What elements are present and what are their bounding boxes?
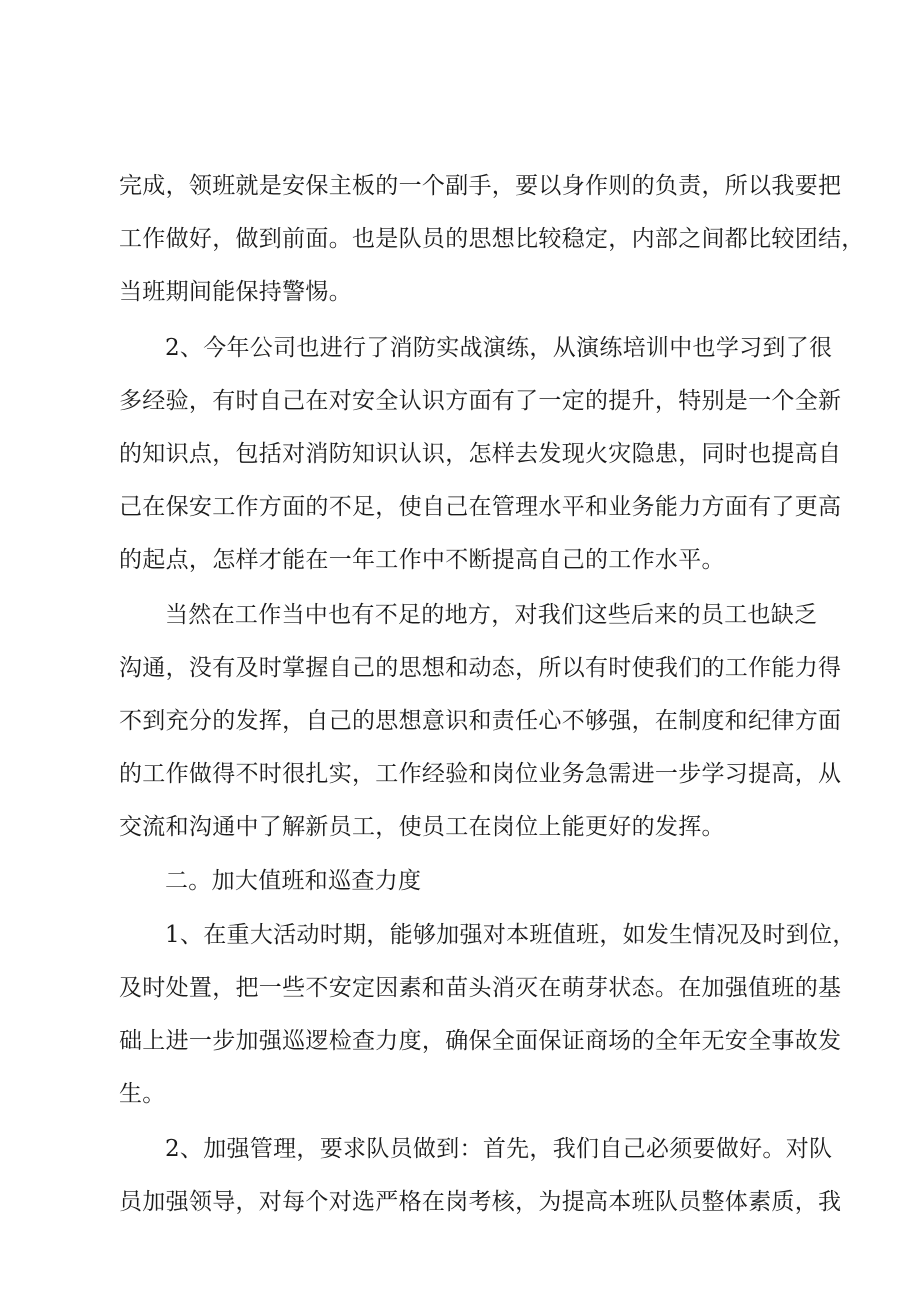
text-line: 完成，领班就是安保主板的一个副手，要以身作则的负责，所以我要把	[119, 173, 842, 199]
text-line: 沟通，没有及时掌握自己的思想和动态，所以有时使我们的工作能力得	[119, 655, 842, 681]
text-line: 础上进一步加强巡逻检查力度，确保全面保证商场的全年无安全事故发	[119, 1028, 842, 1054]
text-line: 不到充分的发挥，自己的思想意识和责任心不够强，在制度和纪律方面	[119, 708, 842, 734]
text-line: 当班期间能保持警惕。	[119, 279, 352, 305]
paragraph-first-line: 当然在工作当中也有不足的地方，对我们这些后来的员工也缺乏	[165, 602, 818, 628]
text-line: 交流和沟通中了解新员工，使员工在岗位上能更好的发挥。	[119, 814, 725, 840]
text-line: 员加强领导，对每个对选严格在岗考核，为提高本班队员整体素质，我	[119, 1189, 842, 1215]
text-line: 的起点，怎样才能在一年工作中不断提高自己的工作水平。	[119, 547, 725, 573]
text-line: 己在保安工作方面的不足，使自己在管理水平和业务能力方面有了更高	[119, 494, 842, 520]
text-line: 多经验，有时自己在对安全认识方面有了一定的提升，特别是一个全新	[119, 388, 842, 414]
section-heading: 二。加大值班和巡查力度	[165, 868, 422, 894]
text-line: 及时处置，把一些不安定因素和苗头消灭在萌芽状态。在加强值班的基	[119, 975, 842, 1001]
text-line: 工作做好，做到前面。也是队员的思想比较稳定，内部之间都比较团结，	[119, 226, 865, 252]
paragraph-first-line: 2、加强管理，要求队员做到：首先，我们自己必须要做好。对队	[165, 1136, 833, 1162]
paragraph-first-line: 2、今年公司也进行了消防实战演练，从演练培训中也学习到了很	[165, 335, 833, 361]
text-line: 的工作做得不时很扎实，工作经验和岗位业务急需进一步学习提高，从	[119, 761, 842, 787]
paragraph-first-line: 1、在重大活动时期，能够加强对本班值班，如发生情况及时到位，	[165, 922, 856, 948]
text-line: 的知识点，包括对消防知识认识，怎样去发现火灾隐患，同时也提高自	[119, 441, 842, 467]
text-line: 生。	[119, 1081, 166, 1107]
